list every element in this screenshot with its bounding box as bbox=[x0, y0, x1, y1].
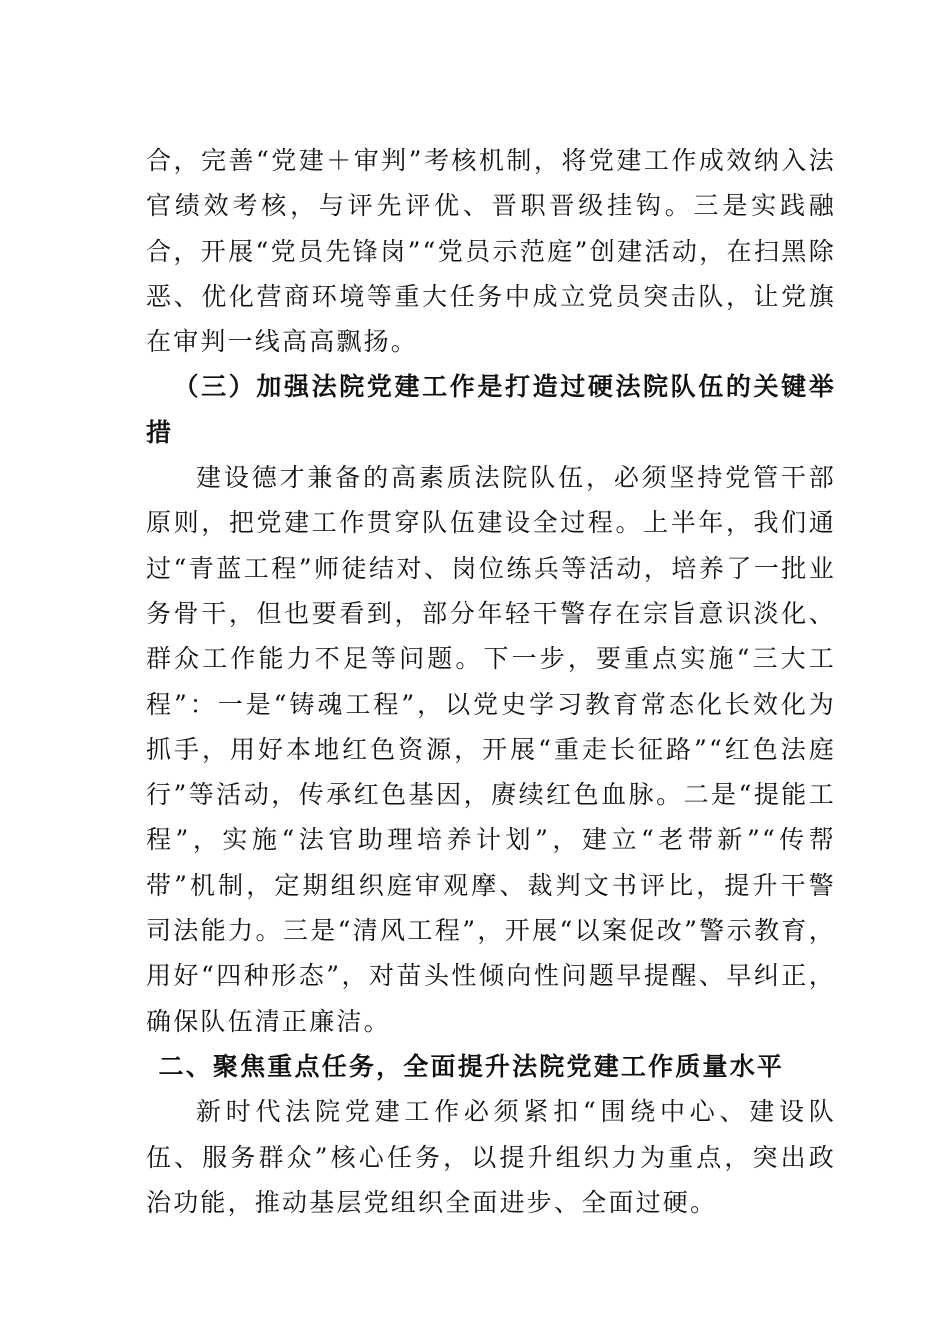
paragraph-core-tasks: 新时代法院党建工作必须紧扣“围绕中心、建设队伍、服务群众”核心任务，以提升组织力为重点，突出政治功能，推动基层党组织全面进步、全面过硬。 bbox=[146, 1097, 836, 1217]
section-heading-two: 二、聚焦重点任务，全面提升法院党建工作质量水平 bbox=[158, 1051, 785, 1081]
subheading-section-three: （三）加强法院党建工作是打造过硬法院队伍的关键举措 bbox=[146, 372, 836, 447]
paragraph-continuation: 合，完善“党建＋审判”考核机制，将党建工作成效纳入法官绩效考核，与评先评优、晋职晋级挂钩。三是实践融合，开展“党员先锋岗”“党员示范庭”创建活动，在扫黑除恶、优化营商环境等重大任务中成立党员突击队，让党旗在审判一线高高飘扬。 bbox=[146, 146, 836, 357]
document-body bbox=[146, 138, 836, 1225]
paragraph-team-building: 建设德才兼备的高素质法院队伍，必须坚持党管干部原则，把党建工作贯穿队伍建设全过程。上半年，我们通过“青蓝工程”师徒结对、岗位练兵等活动，培养了一批业务骨干，但也要看到，部分年轻干警存在宗旨意识淡化、群众工作能力不足等问题。下一步，要重点实施“三大工程”：一是“铸魂工程”，以党史学习教育常态化长效化为抓手，用好本地红色资源，开展“重走长征路”“红色法庭行”等活动，传承红色基因，赓续红色血脉。二是“提能工程”，实施“法官助理培养计划”，建立“老带新”“传帮带”机制，定期组织庭审观摩、裁判文书评比，提升干警司法能力。三是“清风工程”，开展“以案促改”警示教育，用好“四种形态”，对苗头性倾向性问题早提醒、早纠正，确保队伍清正廉洁。 bbox=[146, 463, 836, 1036]
